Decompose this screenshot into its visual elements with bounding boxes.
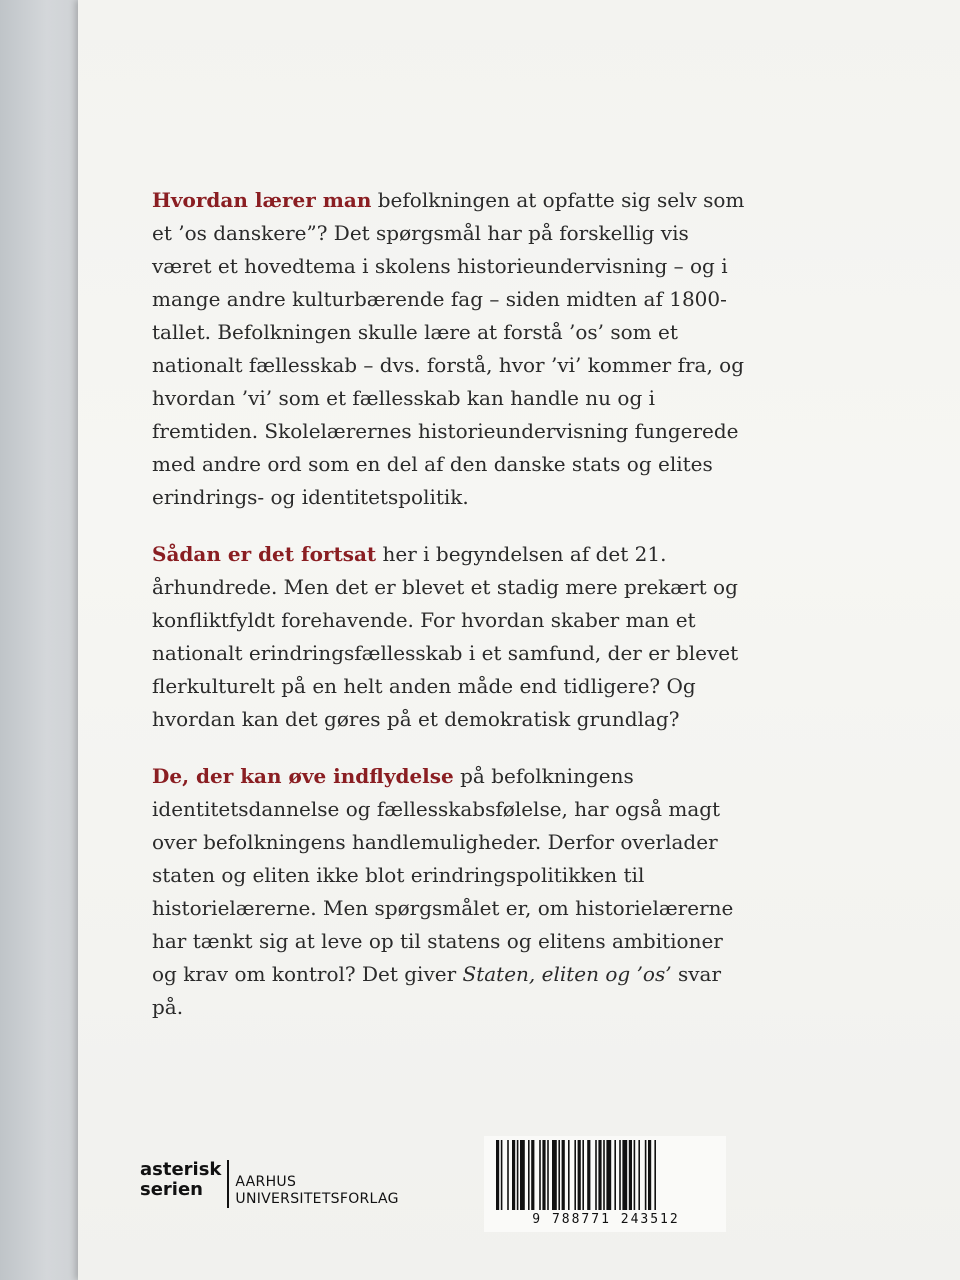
barcode-bar bbox=[606, 1140, 611, 1210]
barcode-bar bbox=[512, 1140, 515, 1210]
publisher-name bbox=[229, 1160, 398, 1208]
barcode-bar bbox=[619, 1140, 621, 1210]
paragraph-lead: Hvordan lærer man bbox=[152, 188, 372, 212]
barcode-bar bbox=[547, 1140, 549, 1210]
barcode-bar bbox=[507, 1140, 509, 1210]
barcode-bar bbox=[595, 1140, 597, 1210]
barcode-bar bbox=[539, 1140, 541, 1210]
paragraph-text: her i begyndelsen af det 21. århundrede. Men det er blevet et stadig mere prekært og konfliktfyldt forehavende. For hvordan skaber man et nationalt erindringsfællesskab i et samfund, der er blevet flerkulturelt på en helt anden måde end tidligere? Og hvordan kan det gøres på et demokratisk grundlag? bbox=[152, 542, 739, 731]
barcode-bar bbox=[578, 1140, 581, 1210]
isbn-number: 9 788771 243512 bbox=[532, 1212, 680, 1227]
barcode-bar bbox=[582, 1140, 584, 1210]
series-line-2: serien bbox=[140, 1179, 203, 1200]
series-name bbox=[140, 1160, 229, 1208]
barcode-bar bbox=[496, 1140, 499, 1210]
isbn-barcode bbox=[484, 1136, 726, 1232]
barcode-bar bbox=[638, 1140, 640, 1210]
paragraph-text: på befolkningens identitetsdannelse og fællesskabsfølelse, har også magt over befolkningens handlemuligheder. Derfor overlader staten og eliten ikke blot erindringspolitikken til historielærerne. Men spørgsmålet er, om historielærerne har tænkt sig at leve op til statens og elitens ambitioner og krav om kontrol? Det giver bbox=[152, 764, 734, 986]
blurb-paragraph-2 bbox=[152, 538, 752, 736]
barcode-bar bbox=[531, 1140, 534, 1210]
barcode-bar bbox=[645, 1140, 647, 1210]
barcode-bar bbox=[520, 1140, 525, 1210]
series-line-1: asterisk bbox=[140, 1159, 222, 1180]
barcode-bar bbox=[574, 1140, 576, 1210]
paragraph-lead: De, der kan øve indflydelse bbox=[152, 764, 454, 788]
barcode-bar bbox=[528, 1140, 530, 1210]
publisher-logo bbox=[140, 1160, 399, 1208]
paragraph-text: befolkningen at opfatte sig selv som et ’os danskere”? Det spørgsmål har på forskellig vis været et hovedtema i skolens historieundervisning – og i mange andre kulturbærende fag – siden midten af 1800-tallet. Befolkningen skulle lære at forstå ’os’ som et nationalt fællesskab – dvs. forstå, hvor ’vi’ kommer fra, og hvordan ’vi’ som et fællesskab kan handle nu og i fremtiden. Skolelærernes historieundervisning fungerede med andre ord som en del af den danske stats og elites erindrings- og identitetspolitik. bbox=[152, 188, 745, 509]
barcode-bar bbox=[552, 1140, 557, 1210]
barcode-bar bbox=[501, 1140, 503, 1210]
barcode-bar bbox=[629, 1140, 632, 1210]
barcode-bars bbox=[496, 1140, 714, 1212]
barcode-bar bbox=[568, 1140, 570, 1210]
barcode-bar bbox=[614, 1140, 616, 1210]
barcode-bar bbox=[634, 1140, 636, 1210]
barcode-bar bbox=[648, 1140, 651, 1210]
barcode-bar bbox=[517, 1140, 519, 1210]
barcode-bar bbox=[587, 1140, 590, 1210]
barcode-bar bbox=[598, 1140, 601, 1210]
paragraph-text-end: svar på. bbox=[152, 962, 721, 1019]
publisher-line-2: UNIVERSITETSFORLAG bbox=[235, 1191, 399, 1207]
book-title-italic: Staten, eliten og ’os’ bbox=[462, 962, 672, 986]
barcode-bar bbox=[654, 1140, 656, 1210]
blurb-paragraph-3 bbox=[152, 760, 752, 1024]
paragraph-lead: Sådan er det fortsat bbox=[152, 542, 377, 566]
back-cover-blurb bbox=[152, 184, 752, 1048]
blurb-paragraph-1 bbox=[152, 184, 752, 514]
barcode-bar bbox=[558, 1140, 560, 1210]
background-edge bbox=[0, 0, 78, 1280]
barcode-bar bbox=[622, 1140, 627, 1210]
publisher-line-1: AARHUS bbox=[235, 1174, 297, 1190]
barcode-bar bbox=[542, 1140, 545, 1210]
barcode-bar bbox=[562, 1140, 565, 1210]
barcode-bar bbox=[603, 1140, 605, 1210]
